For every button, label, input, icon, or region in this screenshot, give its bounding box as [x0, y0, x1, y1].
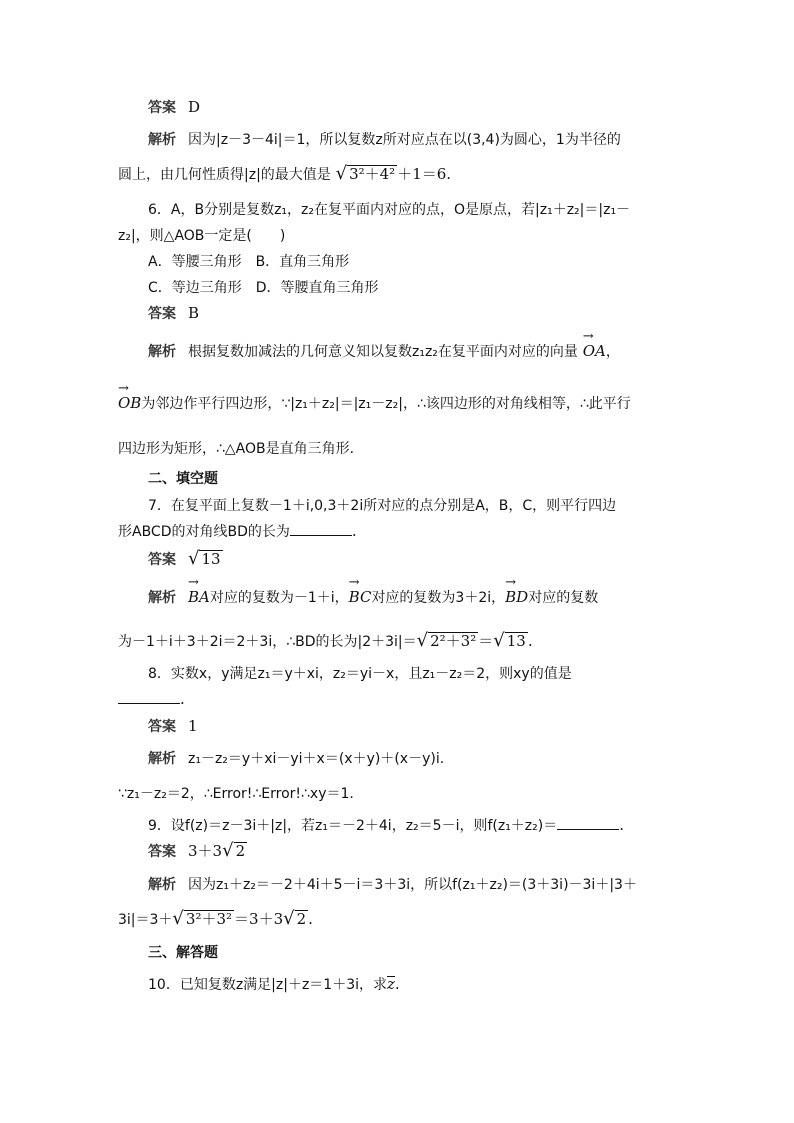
- radicand: 3²＋4²: [349, 165, 396, 183]
- radicand: 2²＋3²: [430, 632, 477, 650]
- ba-text: 对应的复数为－1＋i，: [209, 590, 349, 606]
- analysis-line-9: [148, 873, 637, 896]
- sqrt-icon: √: [335, 163, 348, 184]
- analysis-text: 根据复数加减法的几何意义知以复数z₁z₂在复平面内对应的向量: [188, 344, 578, 360]
- analysis-tag: 解析: [148, 751, 176, 767]
- section-solve: [148, 941, 218, 964]
- analysis-text-cont: 为－1＋i＋3＋2i＝2＋3i，∴BD的长为|2＋3i|＝: [118, 634, 417, 650]
- answer-blank: [557, 815, 619, 830]
- analysis-line-5: [148, 128, 621, 151]
- analysis-tag: 解析: [148, 590, 176, 606]
- analysis-tag: 解析: [148, 132, 176, 148]
- conjugate-z: z: [387, 975, 395, 993]
- vector-ba: → BA: [188, 586, 210, 608]
- radicand: 13: [506, 632, 526, 650]
- answer-tag: 答案: [148, 844, 176, 860]
- analysis-text: z₁－z₂＝y＋xi－yi＋x＝(x＋y)＋(x－y)i.: [188, 751, 445, 767]
- answer-value: D: [188, 98, 201, 116]
- analysis-line-7-cont: [118, 630, 533, 653]
- bc-text: 对应的复数为3＋2i，: [371, 590, 506, 606]
- analysis-text: 因为z₁＋z₂＝－2＋4i＋5－i＝3＋3i，所以f(z₁＋z₂)＝(3＋3i)－3i＋|3＋: [188, 877, 637, 893]
- answer-tag: 答案: [148, 306, 176, 322]
- vector-bd: → BD: [505, 586, 528, 608]
- period: .: [394, 975, 400, 993]
- section-fill-in: [148, 467, 218, 490]
- sqrt-icon: √: [188, 548, 200, 569]
- answer-line-9: [148, 840, 247, 863]
- answer-tag: 答案: [148, 719, 176, 735]
- sqrt-icon: √: [416, 630, 429, 651]
- question-7-text-cont: 形ABCD的对角线BD的长为: [118, 524, 290, 540]
- answer-line-5: [148, 96, 200, 119]
- analysis-text-cont: 圆上，由几何性质得|z|的最大值是: [118, 167, 331, 183]
- question-7: [148, 494, 616, 517]
- analysis-text-cont: 为邻边作平行四边形，∵|z₁＋z₂|＝|z₁－z₂|，∴该四边形的对角线相等，∴此平行: [141, 396, 631, 412]
- answer-line-6: [148, 302, 199, 325]
- period: .: [180, 690, 185, 708]
- answer-blank: [290, 521, 352, 536]
- answer-blank: [118, 689, 180, 704]
- answer-value: 1: [188, 717, 198, 735]
- result-text: ＋1＝6.: [397, 165, 452, 183]
- sqrt-icon: √: [222, 840, 234, 861]
- options-ab: A．等腰三角形 B．直角三角形: [148, 254, 350, 270]
- equals: ＝3＋3: [234, 910, 284, 928]
- question-6-options-cd: [148, 276, 379, 299]
- question-9: [148, 814, 624, 837]
- analysis-line-6-cont: [118, 392, 631, 415]
- radicand: 13: [201, 550, 221, 568]
- question-7-text: 7．在复平面上复数－1＋i,0,3＋2i所对应的点分别是A，B，C，则平行四边: [148, 498, 617, 514]
- question-6-text: 6．A，B分别是复数z₁，z₂在复平面内对应的点，O是原点，若|z₁＋z₂|＝|z₁－: [148, 202, 631, 218]
- options-cd: C．等边三角形 D．等腰直角三角形: [148, 280, 379, 296]
- question-10: [148, 973, 400, 996]
- analysis-line-8-cont: [118, 782, 354, 805]
- analysis-text-end: 四边形为矩形，∴△AOB是直角三角形．: [118, 441, 364, 457]
- question-9-text: 9．设f(z)＝z－3i＋|z|，若z₁＝－2＋4i，z₂＝5－i，则f(z₁＋z₂)＝: [148, 818, 558, 834]
- question-6-options-ab: [148, 250, 349, 273]
- question-8-text: 8．实数x，y满足z₁＝y＋xi，z₂＝yi－x，且z₁－z₂＝2，则xy的值是: [148, 666, 572, 682]
- analysis-text-cont: ∵z₁－z₂＝2，∴Error!∴Error!∴xy＝1.: [118, 786, 354, 802]
- vector-bc: → BC: [349, 586, 372, 608]
- sqrt-icon: √: [493, 630, 505, 651]
- analysis-line-9-cont: [118, 908, 313, 931]
- answer-value: B: [188, 304, 200, 322]
- analysis-tag: 解析: [148, 344, 176, 360]
- answer-line-7: [148, 548, 223, 571]
- question-6: [148, 198, 630, 221]
- sqrt-icon: √: [283, 908, 295, 929]
- analysis-line-6-end: [118, 437, 364, 460]
- question-6-text-cont: z₂|，则△AOB一定是( ): [118, 228, 286, 244]
- vector-ob: → OB: [118, 392, 141, 414]
- section-title: 二、填空题: [148, 471, 218, 487]
- analysis-text-cont: 3i|＝3＋: [118, 912, 173, 928]
- answer-value: 3＋3: [188, 842, 223, 860]
- analysis-line-6: [148, 340, 620, 363]
- radicand: 3²＋3²: [185, 910, 233, 928]
- period: .: [308, 910, 313, 928]
- sqrt-icon: √: [172, 908, 184, 929]
- period: .: [527, 632, 533, 650]
- question-8: [148, 662, 572, 685]
- analysis-line-8: [148, 747, 444, 770]
- analysis-text: 因为|z－3－4i|＝1，所以复数z所对应点在以(3,4)为圆心，1为半径的: [188, 132, 621, 148]
- analysis-line-5-cont: [118, 163, 451, 186]
- section-title: 三、解答题: [148, 945, 218, 961]
- radicand: 2: [296, 910, 307, 928]
- equals: ＝: [478, 632, 494, 650]
- radicand: 2: [235, 842, 246, 860]
- answer-tag: 答案: [148, 552, 176, 568]
- question-6-cont: [118, 224, 285, 247]
- answer-line-8: [148, 715, 198, 738]
- period: .: [619, 816, 625, 834]
- comma: ，: [605, 344, 620, 360]
- question-10-text: 10．已知复数z满足|z|＋z＝1＋3i，求: [148, 977, 387, 993]
- analysis-tag: 解析: [148, 877, 176, 893]
- answer-tag: 答案: [148, 100, 176, 116]
- bd-text: 对应的复数: [528, 590, 599, 606]
- analysis-line-7: [148, 586, 598, 609]
- question-8-cont: [118, 688, 185, 710]
- question-7-cont: 形ABCD的对角线BD的长为 .: [118, 522, 357, 540]
- vector-oa: → OA: [583, 340, 606, 362]
